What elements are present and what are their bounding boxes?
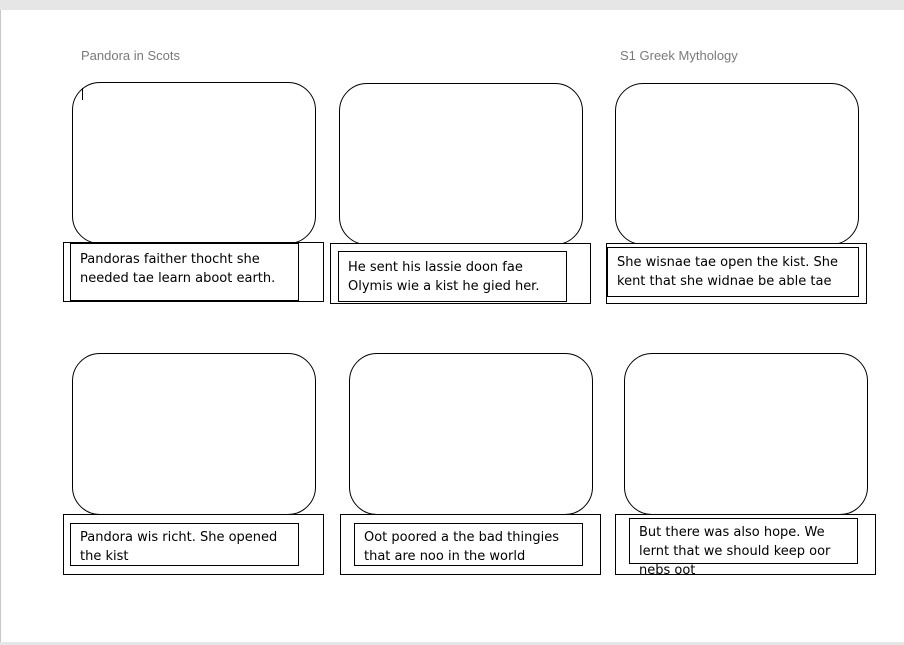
caption-text-1[interactable]: Pandoras faither thocht she needed tae learn aboot earth. xyxy=(70,243,299,301)
storyboard-panel-6[interactable] xyxy=(624,353,868,515)
caption-text-6[interactable]: But there was also hope. We lernt that we should keep oor nebs oot xyxy=(629,518,858,564)
storyboard-panel-2[interactable] xyxy=(339,83,583,245)
storyboard-panel-5[interactable] xyxy=(349,353,593,515)
caption-text-4[interactable]: Pandora wis richt. She opened the kist xyxy=(70,523,299,566)
window-top-strip xyxy=(0,0,903,10)
caption-text-5[interactable]: Oot poored a the bad thingies that are noo in the world xyxy=(354,523,583,566)
storyboard-panel-3[interactable] xyxy=(615,83,859,245)
storyboard-panel-1[interactable] xyxy=(72,82,316,244)
header-left-title: Pandora in Scots xyxy=(81,48,181,63)
header-right-title: S1 Greek Mythology xyxy=(620,48,738,63)
text-cursor xyxy=(82,88,83,100)
storyboard-panel-4[interactable] xyxy=(72,353,316,515)
document-page[interactable] xyxy=(0,10,904,642)
caption-text-2[interactable]: He sent his lassie doon fae Olymis wie a kist he gied her. xyxy=(338,251,567,302)
caption-text-3[interactable]: She wisnae tae open the kist. She kent that she widnae be able tae xyxy=(607,247,859,297)
